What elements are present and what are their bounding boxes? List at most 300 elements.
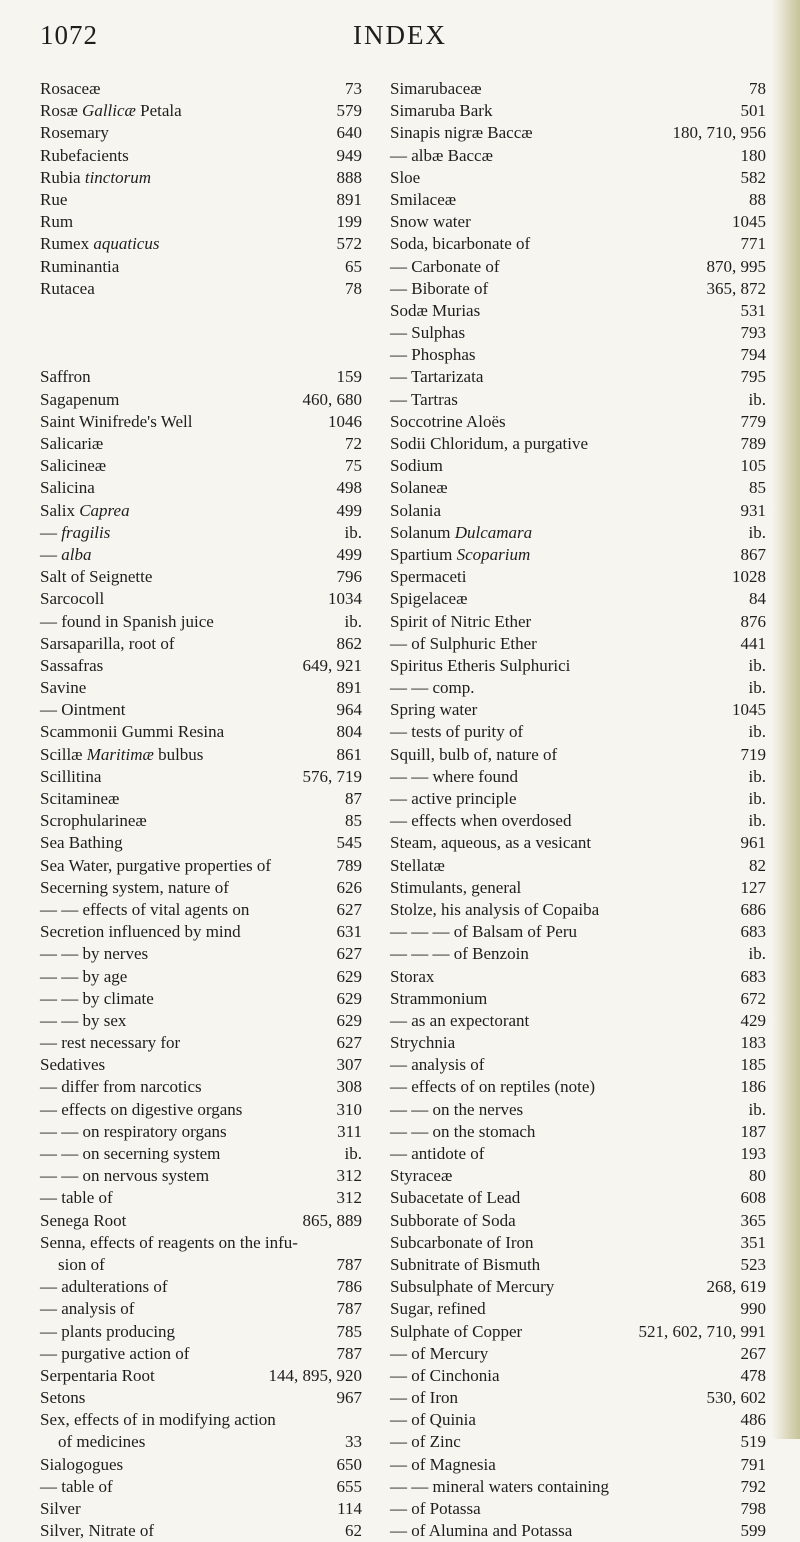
index-page-ref: 114 [337,1499,362,1518]
index-term: Rue [40,189,68,209]
index-page-ref: 267 [740,1343,766,1363]
index-page-ref: 531 [740,300,766,320]
index-page-ref: 990 [740,1299,766,1319]
index-term: Rumex aquaticus [40,234,160,254]
index-page-ref: 787 [336,1343,362,1363]
index-entry [390,389,766,411]
index-column-right [390,78,766,1542]
index-term: — of Sulphuric Ether [390,633,537,653]
index-entry [40,1298,362,1320]
index-entry [390,344,766,366]
index-page-ref: 796 [336,567,362,587]
index-term: Rubia tinctorum [40,167,151,187]
index-entry [40,877,362,899]
index-term: Sinapis nigræ Baccæ [390,123,533,143]
index-entry [390,1365,766,1387]
index-term: Rosæ Gallicæ Petala [40,101,182,121]
index-entry [40,366,362,388]
index-entry [40,1431,362,1453]
index-page-ref: 460, 680 [302,389,362,409]
index-term: Scillæ Maritimæ bulbus [40,744,204,764]
index-entry [40,1187,362,1209]
index-term: Sodium [390,456,443,476]
index-page-ref: 186 [740,1077,766,1097]
index-gap [40,322,362,344]
index-term: Solania [390,500,441,520]
index-entry [40,1498,362,1520]
index-entry [40,1254,362,1276]
index-entry [40,1232,362,1254]
index-entry [40,389,362,411]
index-page-ref: 84 [749,589,766,609]
index-entry [40,1276,362,1298]
index-entry [390,433,766,455]
index-page-ref: 627 [336,1033,362,1053]
index-entry [40,810,362,832]
index-page-ref: 159 [336,367,362,387]
index-entry [40,855,362,877]
index-term: Sassafras [40,655,104,675]
index-page-ref: 312 [336,1166,362,1186]
index-page-ref: 789 [740,434,766,453]
index-page-ref: 501 [740,101,766,121]
index-entry [390,655,766,677]
index-term: — Biborate of [390,278,489,298]
index-term: Sulphate of Copper [390,1321,523,1341]
index-term: Spiritus Etheris Sulphurici [390,655,571,675]
index-term: Secerning system, nature of [40,877,229,897]
index-page-ref: 365 [740,1210,766,1230]
index-entry [390,677,766,699]
index-page-ref: ib. [748,655,766,675]
index-term: — — on the stomach [390,1121,536,1141]
index-page-ref: 78 [345,278,362,298]
index-entry [390,1409,766,1431]
index-entry [40,966,362,988]
index-entry [40,677,362,699]
index-term: Spigelaceæ [390,589,468,609]
index-entry [40,122,362,144]
index-entry [390,988,766,1010]
index-term: — effects when overdosed [390,811,572,831]
index-page-ref: 629 [336,966,362,986]
index-entry [40,1165,362,1187]
index-term: — of Zinc [390,1432,461,1452]
index-entry [40,189,362,211]
index-term: — of Quinia [390,1410,476,1430]
index-entry [40,1010,362,1032]
index-page-ref: 804 [336,722,362,742]
index-page-ref: 787 [336,1254,362,1274]
index-page-ref: 870, 995 [706,256,766,276]
index-term: Solaneæ [390,478,448,498]
index-page-ref: 888 [336,167,362,187]
index-term: — as an expectorant [390,1010,530,1030]
index-term: Salicariæ [40,434,104,453]
index-page-ref: 545 [336,833,362,853]
index-term: Salt of Seignette [40,567,153,587]
index-page-ref: 307 [336,1055,362,1075]
index-page-ref: ib. [748,811,766,831]
index-page-ref: 72 [345,434,362,453]
index-entry [40,633,362,655]
index-page-ref: 865, 889 [302,1210,362,1230]
index-page-ref: 519 [740,1432,766,1452]
index-page-ref: ib. [344,611,362,631]
index-entry [390,544,766,566]
index-term: — — by climate [40,988,154,1008]
index-term: Ruminantia [40,256,120,276]
index-page-ref: 523 [740,1254,766,1274]
index-term: — — on the nerves [390,1099,524,1119]
index-term: Senega Root [40,1210,127,1230]
index-column-left [40,78,362,1542]
index-entry [390,366,766,388]
index-page-ref: 650 [336,1454,362,1474]
index-page-ref: 183 [740,1033,766,1053]
index-term: Setons [40,1388,86,1408]
index-term: Scammonii Gummi Resina [40,722,225,742]
index-term: Subacetate of Lead [390,1188,521,1208]
index-entry [40,1099,362,1121]
index-term: Sarcocoll [40,589,105,609]
index-entry [390,477,766,499]
index-entry [390,1054,766,1076]
index-term: Spring water [390,700,478,720]
index-term: — of Mercury [390,1343,489,1363]
index-term: Salix Caprea [40,500,130,520]
index-entry [40,655,362,677]
index-term: — — on secerning system [40,1144,221,1163]
index-entry [390,189,766,211]
index-entry [390,633,766,655]
index-entry [390,522,766,544]
index-term: Stellatæ [390,855,445,875]
index-page-ref: 876 [740,611,766,631]
index-term: Squill, bulb of, nature of [390,744,558,764]
index-term: — of Cinchonia [390,1365,500,1385]
index-term: Saffron [40,367,91,387]
index-term: — found in Spanish juice [40,611,214,631]
index-page-ref: 967 [336,1388,362,1408]
index-term: — effects of on reptiles (note) [390,1077,596,1097]
index-page-ref: ib. [748,789,766,808]
index-entry [40,1409,362,1431]
index-page-ref: 862 [336,633,362,653]
index-entry [40,256,362,278]
index-page-ref: 791 [740,1454,766,1474]
index-entry [390,1321,766,1343]
index-page-ref: 1028 [732,567,766,587]
index-entry [390,1143,766,1165]
index-page-ref: 891 [336,678,362,698]
index-entry [40,988,362,1010]
index-entry [40,766,362,788]
index-entry [40,1365,362,1387]
index-entry [390,411,766,433]
index-page-ref: 127 [740,877,766,897]
index-entry [390,966,766,988]
index-entry [40,544,362,566]
index-term: — — — of Benzoin [390,944,529,964]
index-entry [40,899,362,921]
index-entry [390,322,766,344]
index-page-ref: 88 [749,189,766,209]
index-entry [40,455,362,477]
index-page-ref: 626 [336,877,362,897]
index-entry [40,699,362,721]
index-entry [40,500,362,522]
index-term: Rubefacients [40,145,129,165]
index-entry [390,1032,766,1054]
index-page-ref: 498 [336,478,362,498]
index-term: Storax [390,966,435,986]
index-entry [40,1387,362,1409]
index-term: Rutacea [40,278,95,298]
index-term: Silver, Nitrate of [40,1521,155,1541]
index-page-ref: 80 [749,1166,766,1186]
index-term: Sialogogues [40,1454,124,1474]
index-gap [40,300,362,322]
index-page-ref: 185 [740,1055,766,1075]
index-entry [390,1187,766,1209]
index-term: Simarubaceæ [390,79,482,98]
index-entry [390,721,766,743]
index-entry [40,433,362,455]
index-entry [390,122,766,144]
index-entry [40,1076,362,1098]
index-term: Spermaceti [390,567,467,587]
index-entry [390,588,766,610]
index-page-ref: 521, 602, 710, 991 [638,1321,766,1341]
index-page-ref: 572 [336,234,362,254]
index-entry [40,744,362,766]
index-page-ref: 268, 619 [706,1277,766,1297]
index-page-ref: ib. [748,522,766,542]
index-page-ref: ib. [344,522,362,542]
page-header [40,20,760,60]
index-page-ref: 649, 921 [302,655,362,675]
index-page-ref: 719 [740,744,766,764]
index-page-ref: ib. [748,766,766,786]
index-term: Smilaceæ [390,189,457,209]
index-page-ref: 180, 710, 956 [672,123,766,143]
index-term: sion of [58,1254,105,1274]
index-page-ref: 961 [740,833,766,853]
index-page-ref: 82 [749,855,766,875]
index-entry [390,1387,766,1409]
index-term: — plants producing [40,1321,176,1341]
index-term: — — effects of vital agents on [40,899,250,919]
index-entry [390,810,766,832]
index-page-ref: 499 [336,500,362,520]
index-page-ref: 629 [336,988,362,1008]
index-page-ref: 499 [336,544,362,564]
index-page-ref: 861 [336,744,362,764]
index-page-ref: 87 [345,789,362,808]
index-entry [390,1476,766,1498]
index-entry [390,611,766,633]
index-term: Strammonium [390,988,488,1008]
index-term: Stimulants, general [390,877,522,897]
index-term: — tests of purity of [390,722,524,742]
index-term: — — by age [40,966,128,986]
index-entry [390,855,766,877]
index-term: Sugar, refined [390,1299,486,1319]
index-entry [390,1498,766,1520]
index-term: — Ointment [40,700,126,720]
index-entry [40,1143,362,1165]
index-entry [40,943,362,965]
index-entry [40,921,362,943]
index-entry [390,1165,766,1187]
index-term: Stolze, his analysis of Copaiba [390,899,600,919]
index-term: Senna, effects of reagents on the infu- [40,1232,298,1252]
index-entry [40,1032,362,1054]
index-term: — purgative action of [40,1343,190,1363]
index-term: — Carbonate of [390,256,500,276]
index-page-ref: 686 [740,899,766,919]
index-entry [390,1276,766,1298]
index-entry [40,477,362,499]
index-term: Strychnia [390,1033,456,1053]
index-term: Subsulphate of Mercury [390,1277,555,1297]
index-page-ref: 312 [336,1188,362,1208]
index-page-ref: 311 [337,1121,362,1141]
index-page-ref: 785 [336,1321,362,1341]
index-page-ref: 144, 895, 920 [268,1365,362,1385]
index-entry [390,233,766,255]
index-entry [390,1099,766,1121]
index-entry [40,1321,362,1343]
index-page-ref: 599 [740,1521,766,1541]
index-entry [390,832,766,854]
index-page-ref: 627 [336,944,362,964]
index-page-ref: 351 [740,1232,766,1252]
index-page-ref: 631 [336,922,362,942]
index-page-ref: 441 [740,633,766,653]
index-entry [40,78,362,100]
index-term: Sagapenum [40,389,120,409]
index-entry [390,1343,766,1365]
index-entry [40,611,362,633]
index-entry [390,167,766,189]
index-entry [40,721,362,743]
index-term: Scrophularineæ [40,811,147,831]
index-page-ref: 949 [336,145,362,165]
index-page-ref: 1046 [328,411,362,431]
index-page-ref: 792 [740,1476,766,1496]
index-term: — Tartarizata [390,367,484,387]
index-entry [390,100,766,122]
index-term: Rum [40,212,74,232]
index-term: — table of [40,1188,113,1208]
index-entry [40,788,362,810]
index-term: — Tartras [390,389,458,409]
index-entry [390,1254,766,1276]
index-term: Sodii Chloridum, a purgative [390,434,589,453]
index-page-ref: 365, 872 [706,278,766,298]
index-entry [390,500,766,522]
index-term: — alba [40,544,92,564]
index-page-ref: 1045 [732,212,766,232]
index-entry [390,455,766,477]
index-term: Sea Water, purgative properties of [40,855,272,875]
index-term: Sea Bathing [40,833,123,853]
index-entry [390,1298,766,1320]
index-term: Soda, bicarbonate of [390,234,531,254]
index-entry [40,522,362,544]
index-term: — albæ Baccæ [390,145,493,165]
index-term: — of Magnesia [390,1454,496,1474]
index-entry [40,278,362,300]
index-page-ref: 85 [749,478,766,498]
index-term: — adulterations of [40,1277,168,1297]
index-term: Styraceæ [390,1166,453,1186]
index-term: Savine [40,678,87,698]
index-term: Sarsaparilla, root of [40,633,175,653]
index-page-ref: 486 [740,1410,766,1430]
index-term: — of Iron [390,1388,458,1408]
index-term: Subborate of Soda [390,1210,516,1230]
index-page-ref: 193 [740,1144,766,1163]
index-entry [40,1210,362,1232]
index-term: — effects on digestive organs [40,1099,243,1119]
index-entry [40,1454,362,1476]
index-term: — antidote of [390,1144,485,1163]
index-page-ref: 629 [336,1010,362,1030]
index-term: — Sulphas [390,323,466,343]
index-page-ref: 1045 [732,700,766,720]
index-term: — rest necessary for [40,1033,181,1053]
index-page-ref: 655 [336,1476,362,1496]
index-page-ref: 579 [336,101,362,121]
index-entry [40,1121,362,1143]
index-term: Spirit of Nitric Ether [390,611,532,631]
index-entry [390,1520,766,1542]
index-entry [390,1010,766,1032]
index-term: — — by sex [40,1010,127,1030]
index-entry [40,211,362,233]
index-page-ref: 65 [345,256,362,276]
index-entry [390,788,766,810]
index-entry [390,899,766,921]
index-page-ref: 62 [345,1521,362,1541]
index-term: — differ from narcotics [40,1077,202,1097]
index-entry [390,145,766,167]
index-entry [390,278,766,300]
page-edge-shadow [772,0,800,1439]
index-page-ref: 78 [749,79,766,98]
page-number: 1072 [40,20,98,50]
index-gap [40,344,362,366]
index-page-ref: 793 [740,323,766,343]
index-entry [390,921,766,943]
index-term: Secretion influenced by mind [40,922,241,942]
index-page-ref: ib. [748,678,766,698]
index-term: Sedatives [40,1055,106,1075]
index-page-ref: 798 [740,1499,766,1518]
index-term: Subcarbonate of Iron [390,1232,534,1252]
index-page-ref: 627 [336,899,362,919]
index-entry [390,1454,766,1476]
index-page-ref: 795 [740,367,766,387]
index-entry [40,566,362,588]
index-term: Sloe [390,167,421,187]
index-entry [390,877,766,899]
index-page-ref: 787 [336,1299,362,1319]
index-entry [390,78,766,100]
